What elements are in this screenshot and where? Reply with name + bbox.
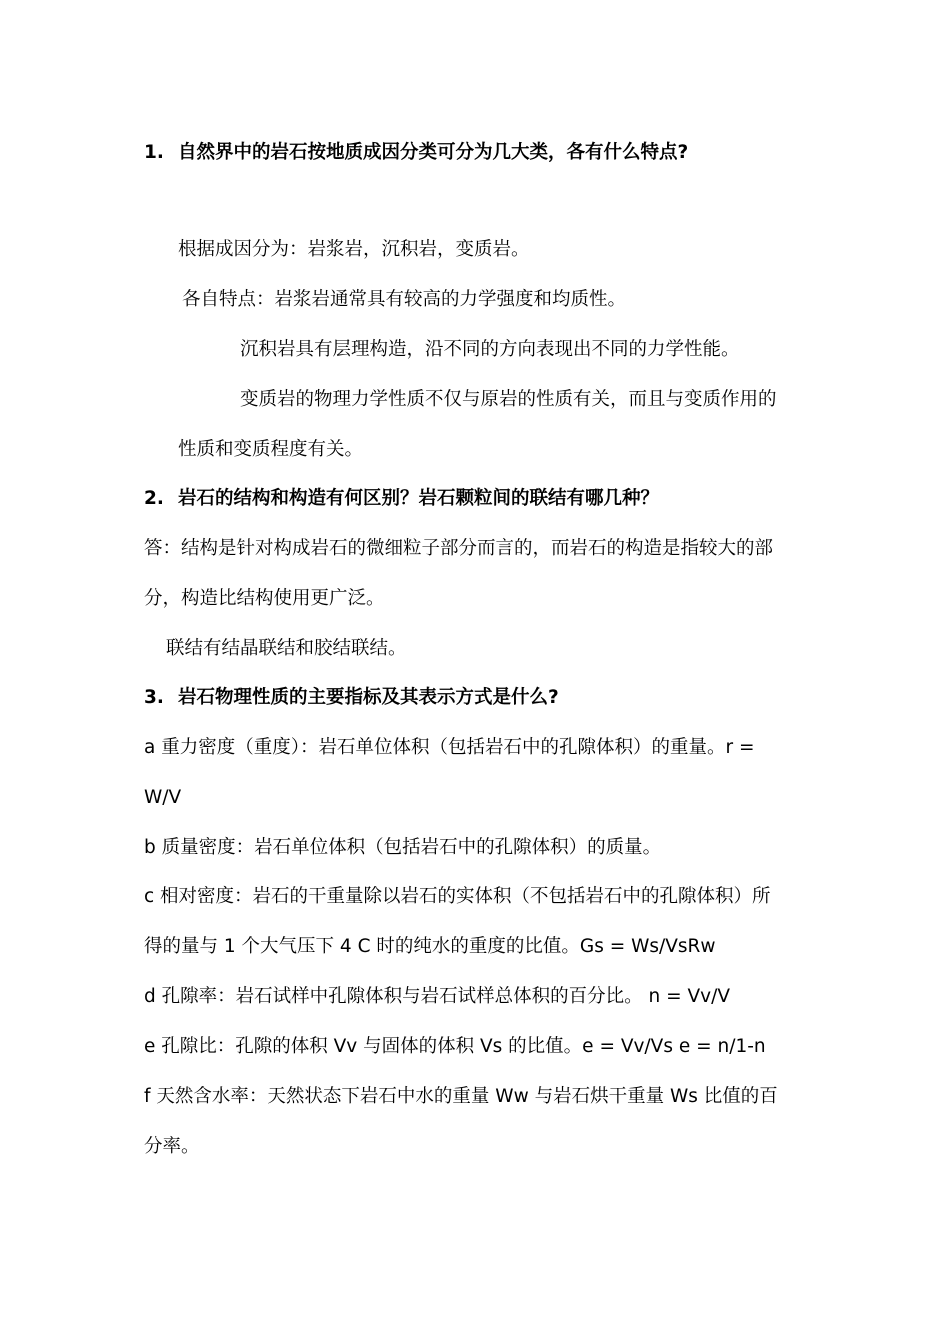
q3-answer-line-2: W/V <box>144 787 182 808</box>
question-3-heading <box>144 685 559 711</box>
question-2-number: 2. <box>144 488 164 509</box>
q3-answer-line-7: e 孔隙比：孔隙的体积 Vv 与固体的体积 Vs 的比值。e = Vv/Vs e = n/1-n <box>144 1036 766 1057</box>
q2-answer-line-3: 联结有结晶联结和胶结联结。 <box>166 638 407 659</box>
q3-answer-line-1: a 重力密度（重度）：岩石单位体积（包括岩石中的孔隙体积）的重量。r = <box>144 737 755 758</box>
q1-answer-line-2: 各自特点：岩浆岩通常具有较高的力学强度和均质性。 <box>182 289 627 310</box>
question-2-heading <box>144 486 659 512</box>
q2-answer-line-2: 分，构造比结构使用更广泛。 <box>144 588 385 609</box>
q3-answer-line-5: 得的量与 1 个大气压下 4 C 时的纯水的重度的比值。Gs = Ws/VsRw <box>144 936 716 957</box>
q1-answer-line-4: 变质岩的物理力学性质不仅与原岩的性质有关，而且与变质作用的 <box>240 389 777 410</box>
question-1-title: 自然界中的岩石按地质成因分类可分为几大类，各有什么特点? <box>178 142 689 163</box>
q1-answer-line-3: 沉积岩具有层理构造，沿不同的方向表现出不同的力学性能。 <box>240 339 740 360</box>
q3-answer-line-9: 分率。 <box>144 1136 200 1157</box>
question-1-number: 1. <box>144 142 164 163</box>
q3-answer-line-8: f 天然含水率：天然状态下岩石中水的重量 Ww 与岩石烘干重量 Ws 比值的百 <box>144 1086 778 1107</box>
question-1-heading <box>144 140 688 166</box>
q3-answer-line-3: b 质量密度：岩石单位体积（包括岩石中的孔隙体积）的质量。 <box>144 837 662 858</box>
q1-answer-line-1: 根据成因分为：岩浆岩，沉积岩，变质岩。 <box>178 239 530 260</box>
q3-answer-line-6: d 孔隙率：岩石试样中孔隙体积与岩石试样总体积的百分比。 n = Vv/V <box>144 986 730 1007</box>
q1-answer-line-5: 性质和变质程度有关。 <box>178 439 364 460</box>
q3-answer-line-4: c 相对密度：岩石的干重量除以岩石的实体积（不包括岩石中的孔隙体积）所 <box>144 886 771 907</box>
question-2-title: 岩石的结构和构造有何区别？岩石颗粒间的联结有哪几种？ <box>178 488 660 509</box>
q2-answer-line-1: 答：结构是针对构成岩石的微细粒子部分而言的，而岩石的构造是指较大的部 <box>144 538 774 559</box>
question-3-number: 3. <box>144 687 164 708</box>
question-3-title: 岩石物理性质的主要指标及其表示方式是什么? <box>178 687 559 708</box>
